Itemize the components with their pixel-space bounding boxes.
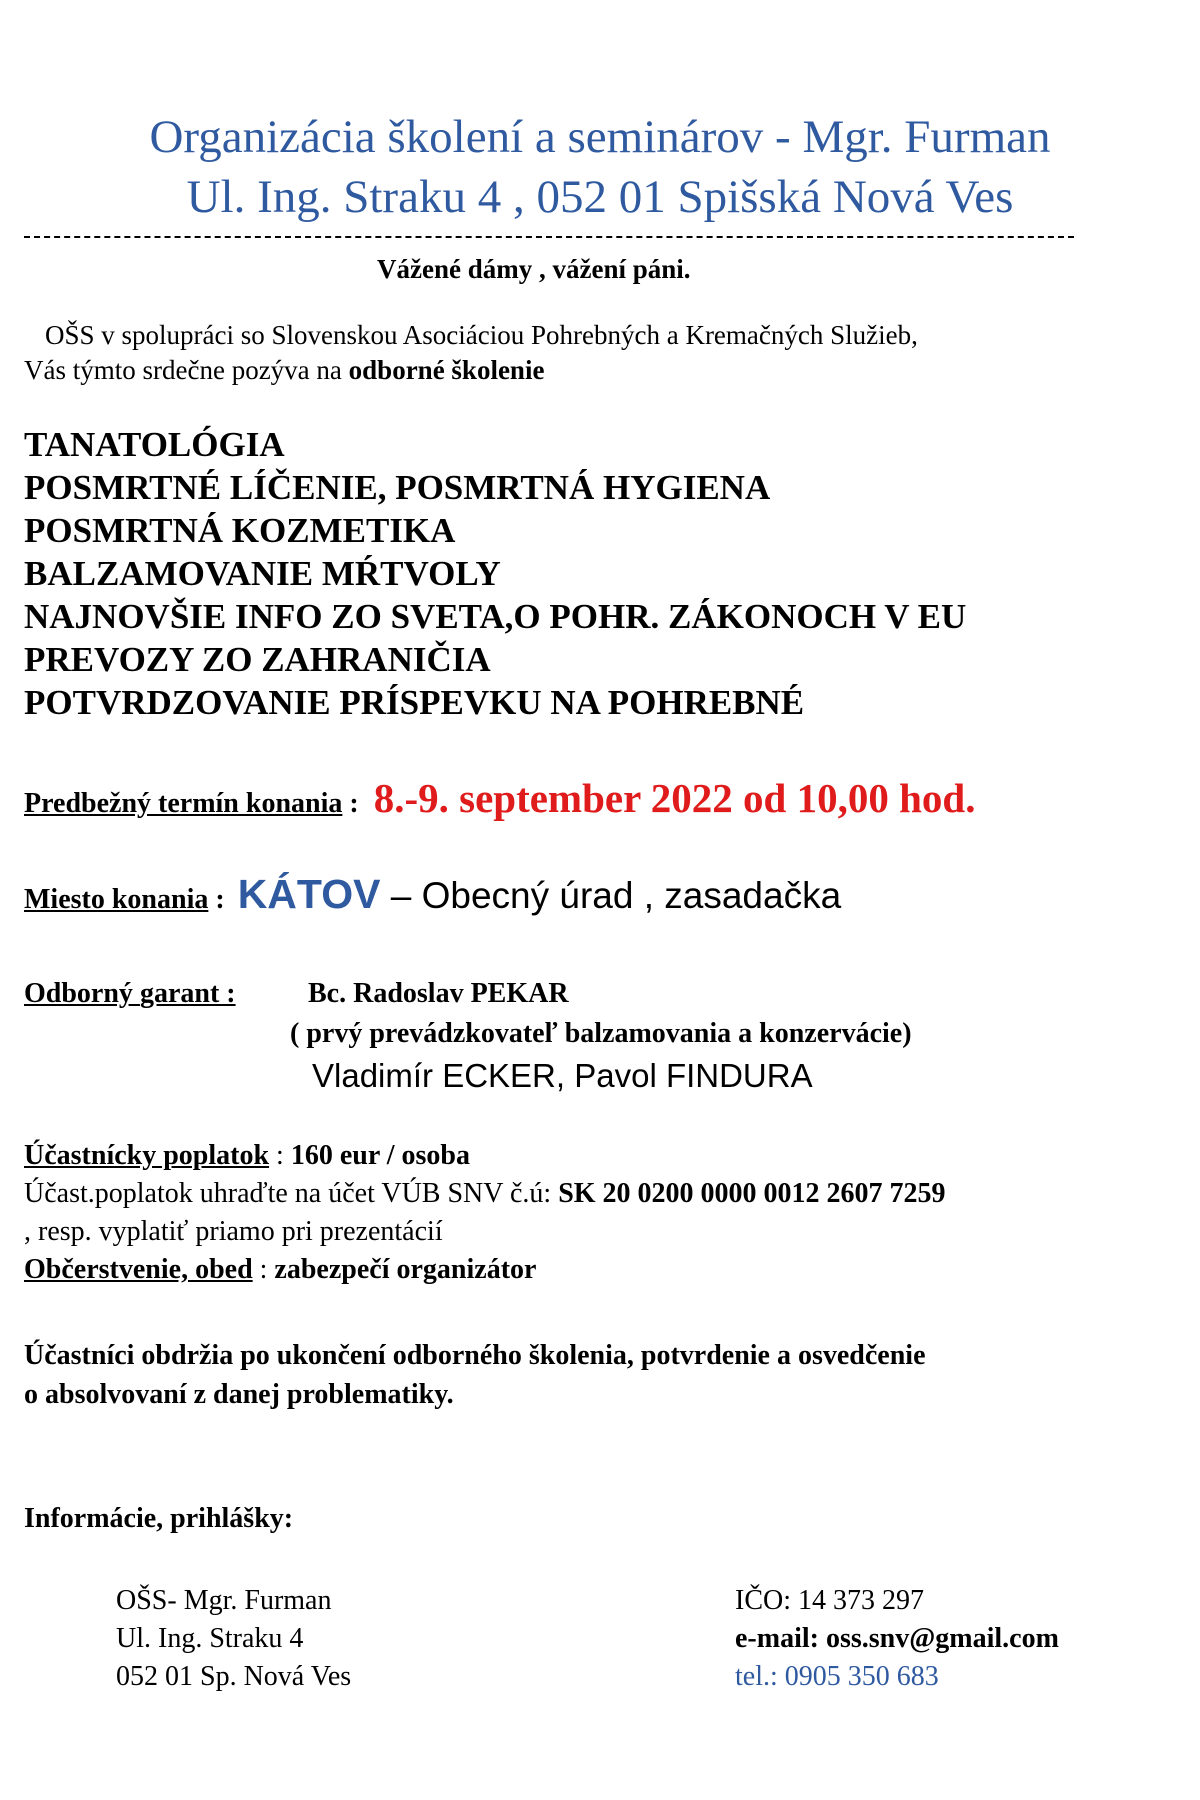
intro-line-2	[24, 355, 544, 386]
topic-item: POSMRTNÉ LÍČENIE, POSMRTNÁ HYGIENA	[24, 468, 771, 507]
contact-address-line: Ul. Ing. Straku 4	[116, 1623, 304, 1654]
contact-address-line: 052 01 Sp. Nová Ves	[116, 1661, 352, 1692]
guarantor-label-rest: garant :	[139, 978, 236, 1009]
certificate-line-1: Účastníci obdržia po ukončení odborného školenia, potvrdenie a osvedčenie	[24, 1340, 926, 1371]
contact-email[interactable]: e-mail: oss.snv@gmail.com	[735, 1623, 1059, 1654]
guarantor-label-underlined: Odborný	[24, 978, 140, 1009]
contact-address-line: OŠS- Mgr. Furman	[116, 1585, 332, 1616]
guarantor-others: Vladimír ECKER, Pavol FINDURA	[312, 1057, 813, 1094]
fee-payment-text: Účast.poplatok uhraďte na účet VÚB SNV č.ú:	[24, 1178, 559, 1209]
place-row	[24, 871, 841, 918]
term-label: Predbežný termín konania	[24, 788, 343, 819]
topic-item: NAJNOVŠIE INFO ZO SVETA,O POHR. ZÁKONOCH V EU	[24, 597, 967, 636]
intro-course-type: odborné školenie	[348, 355, 545, 385]
fee-label: Účastnícky poplatok	[24, 1140, 270, 1171]
place-city: KÁTOV	[237, 871, 381, 917]
contact-ico: IČO: 14 373 297	[735, 1585, 924, 1616]
fee-separator: :	[269, 1140, 291, 1171]
place-separator: :	[208, 884, 232, 915]
intro-line-1: OŠS v spolupráci so Slovenskou Asociáciou Pohrebných a Kremačných Služieb,	[45, 320, 918, 350]
guarantor-name: Bc. Radoslav PEKAR	[308, 978, 569, 1009]
header-divider	[24, 236, 1074, 238]
certificate-line-2: o absolvovaní z danej problematiky.	[24, 1379, 454, 1410]
topic-item: POSMRTNÁ KOZMETIKA	[24, 511, 456, 550]
refreshments-value: zabezpečí organizátor	[274, 1254, 537, 1285]
fee-row	[24, 1140, 470, 1172]
header-address: Ul. Ing. Straku 4 , 052 01 Spišská Nová Ves	[186, 171, 1014, 223]
fee-payment-note: , resp. vyplatiť priamo pri prezentácií	[24, 1216, 443, 1247]
refreshments-row	[24, 1254, 536, 1286]
greeting: Vážené dámy , vážení páni.	[377, 254, 691, 284]
fee-payment-row	[24, 1178, 946, 1210]
place-detail: – Obecný úrad , zasadačka	[380, 875, 842, 916]
contact-phone[interactable]: tel.: 0905 350 683	[735, 1661, 939, 1692]
fee-account-number: SK 20 0200 0000 0012 2607 7259	[558, 1178, 946, 1209]
header-organization: Organizácia školení a seminárov - Mgr. Furman	[149, 111, 1051, 163]
term-row	[24, 774, 975, 822]
topic-item: PREVOZY ZO ZAHRANIČIA	[24, 640, 491, 679]
intro-line-2-text: Vás týmto srdečne pozýva na	[24, 355, 349, 385]
topic-item: TANATOLÓGIA	[24, 425, 285, 464]
refreshments-separator: :	[252, 1254, 275, 1285]
refreshments-label: Občerstvenie, obed	[24, 1254, 253, 1285]
term-separator: :	[342, 788, 366, 819]
contact-heading: Informácie, prihlášky:	[24, 1503, 294, 1534]
guarantor-label-row	[24, 978, 236, 1010]
term-value: 8.-9. september 2022 od 10,00 hod.	[373, 775, 976, 821]
topic-item: BALZAMOVANIE MŔTVOLY	[24, 554, 501, 593]
topic-item: POTVRDZOVANIE PRÍSPEVKU NA POHREBNÉ	[24, 683, 805, 722]
fee-value: 160 eur / osoba	[290, 1140, 470, 1171]
guarantor-note: ( prvý prevádzkovateľ balzamovania a konzervácie)	[290, 1018, 912, 1049]
place-label: Miesto konania	[24, 884, 209, 915]
